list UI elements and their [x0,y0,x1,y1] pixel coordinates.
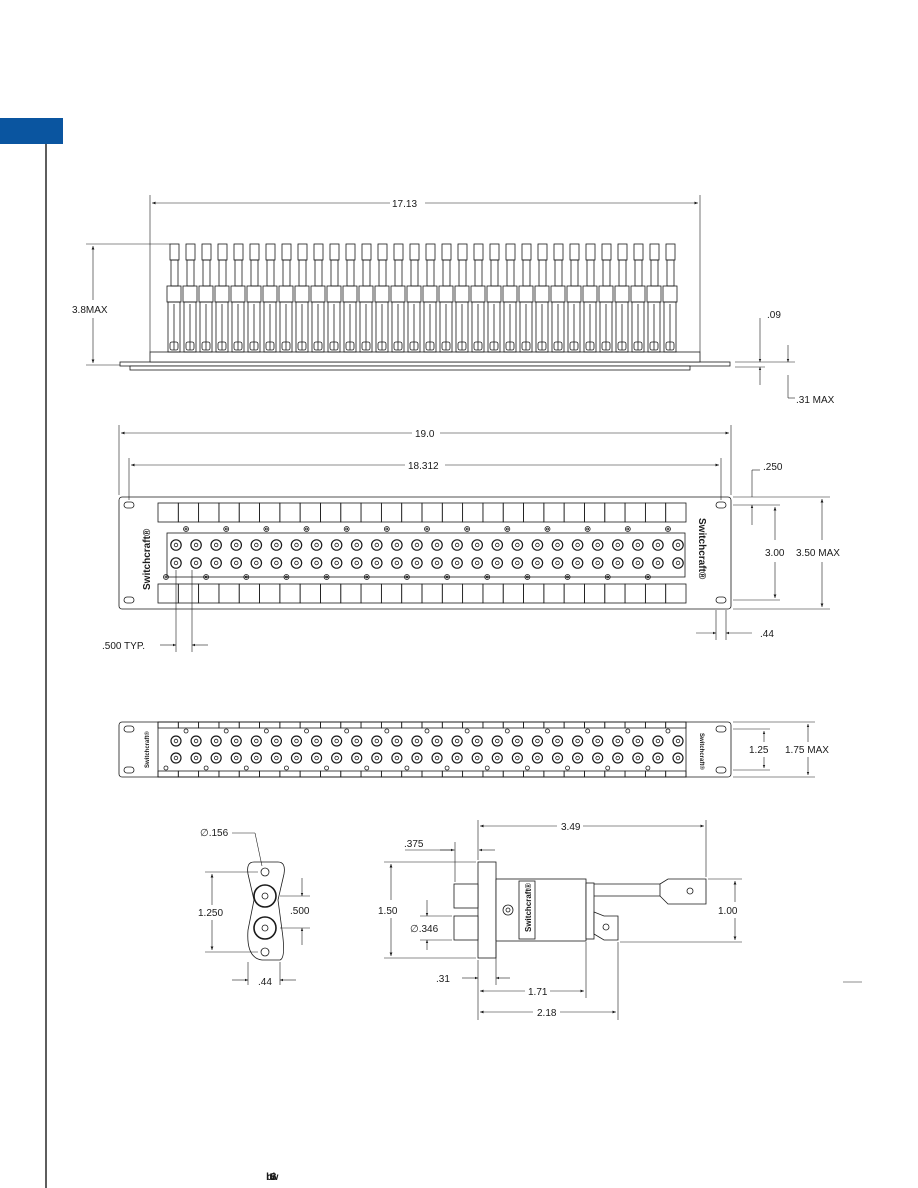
side-view-jack [407,244,421,352]
dim-side-flange-offset: .31 [436,974,450,985]
dim-height-2ru: 3.50 MAX [796,548,840,559]
side-view-jack [215,244,229,352]
dim-jack-pitch: .500 TYP. [102,641,145,652]
dim-front-jack-spacing: .500 [290,906,310,917]
front-panel-2ru-plate [119,497,731,609]
side-view [120,244,730,370]
jack-side-sleeve-top [454,884,478,908]
dim-hole-spacing: 18.312 [408,461,439,472]
watermark-text [266,1172,279,1180]
side-view-jack [327,244,341,352]
dim-hole-vertical-2ru: 3.00 [765,548,785,559]
jack-side-sleeve-bottom [454,916,478,940]
side-view-jack [311,244,325,352]
dim-side-height: 1.50 [378,906,398,917]
side-view-jack [631,244,645,352]
jack-side-detail [454,862,706,958]
brand-logo-1ru-right: Switchcraft® [698,733,704,770]
side-view-jack [295,244,309,352]
dim-side-total-body: 2.18 [537,1008,557,1019]
dim-front-width: .44 [258,977,272,988]
accent-bar [0,118,63,144]
dim-side-width: 17.13 [392,199,418,210]
side-view-jack [423,244,437,352]
side-view-jack [647,244,661,352]
side-view-jack [343,244,357,352]
side-view-jack [551,244,565,352]
side-view-jack [583,244,597,352]
side-view-jack [231,244,245,352]
side-view-jack [519,244,533,352]
jack-side-flange [478,862,496,958]
side-view-jack [567,244,581,352]
jack-side-brand: Switchcraft® [524,882,533,932]
side-view-jack [279,244,293,352]
dim-side-rear-height: 1.00 [718,906,738,917]
side-view-jack [167,244,181,352]
side-view-jack [455,244,469,352]
dim-height-1ru: 1.75 MAX [785,745,829,756]
side-view-jack [391,244,405,352]
side-view-flange [120,362,730,366]
side-view-jack [615,244,629,352]
side-view-jack [375,244,389,352]
side-view-rail-bottom [130,366,690,370]
dim-flange-thickness: .09 [767,310,781,321]
side-view-jack [535,244,549,352]
side-view-jack [263,244,277,352]
dim-flange-depth: .31 MAX [796,395,835,406]
dim-overall-width: 19.0 [415,429,435,440]
side-view-jack [247,244,261,352]
side-view-rail [150,352,700,362]
dim-front-hole-spacing: 1.250 [198,908,224,919]
side-view-jacks [167,244,677,352]
side-view-jack [359,244,373,352]
side-view-jack [439,244,453,352]
jack-front-detail [248,862,285,960]
dim-side-front-offset: .375 [404,839,424,850]
side-view-jack [487,244,501,352]
dim-hole-side-offset: .44 [760,629,774,640]
front-panel-2ru [119,497,731,609]
dim-hole-edge-offset: .250 [763,462,783,473]
side-view-jack [183,244,197,352]
dim-front-hole-dia: ∅.156 [200,828,229,839]
dim-side-height: 3.8MAX [72,305,108,316]
side-view-jack [503,244,517,352]
dim-side-overall-length: 3.49 [561,822,581,833]
brand-logo-left: Switchcraft® [142,528,153,590]
side-view-jack [199,244,213,352]
side-view-jack [599,244,613,352]
brand-logo-right: Switchcraft® [696,518,707,580]
side-view-jack [471,244,485,352]
brand-logo-1ru-left: Switchcraft® [145,731,151,768]
dim-hole-vertical-1ru: 1.25 [749,745,769,756]
dim-side-jack-dia: ∅.346 [410,924,439,935]
side-view-jack [663,244,677,352]
front-panel-1ru [119,722,731,777]
dim-side-body-length: 1.71 [528,987,548,998]
